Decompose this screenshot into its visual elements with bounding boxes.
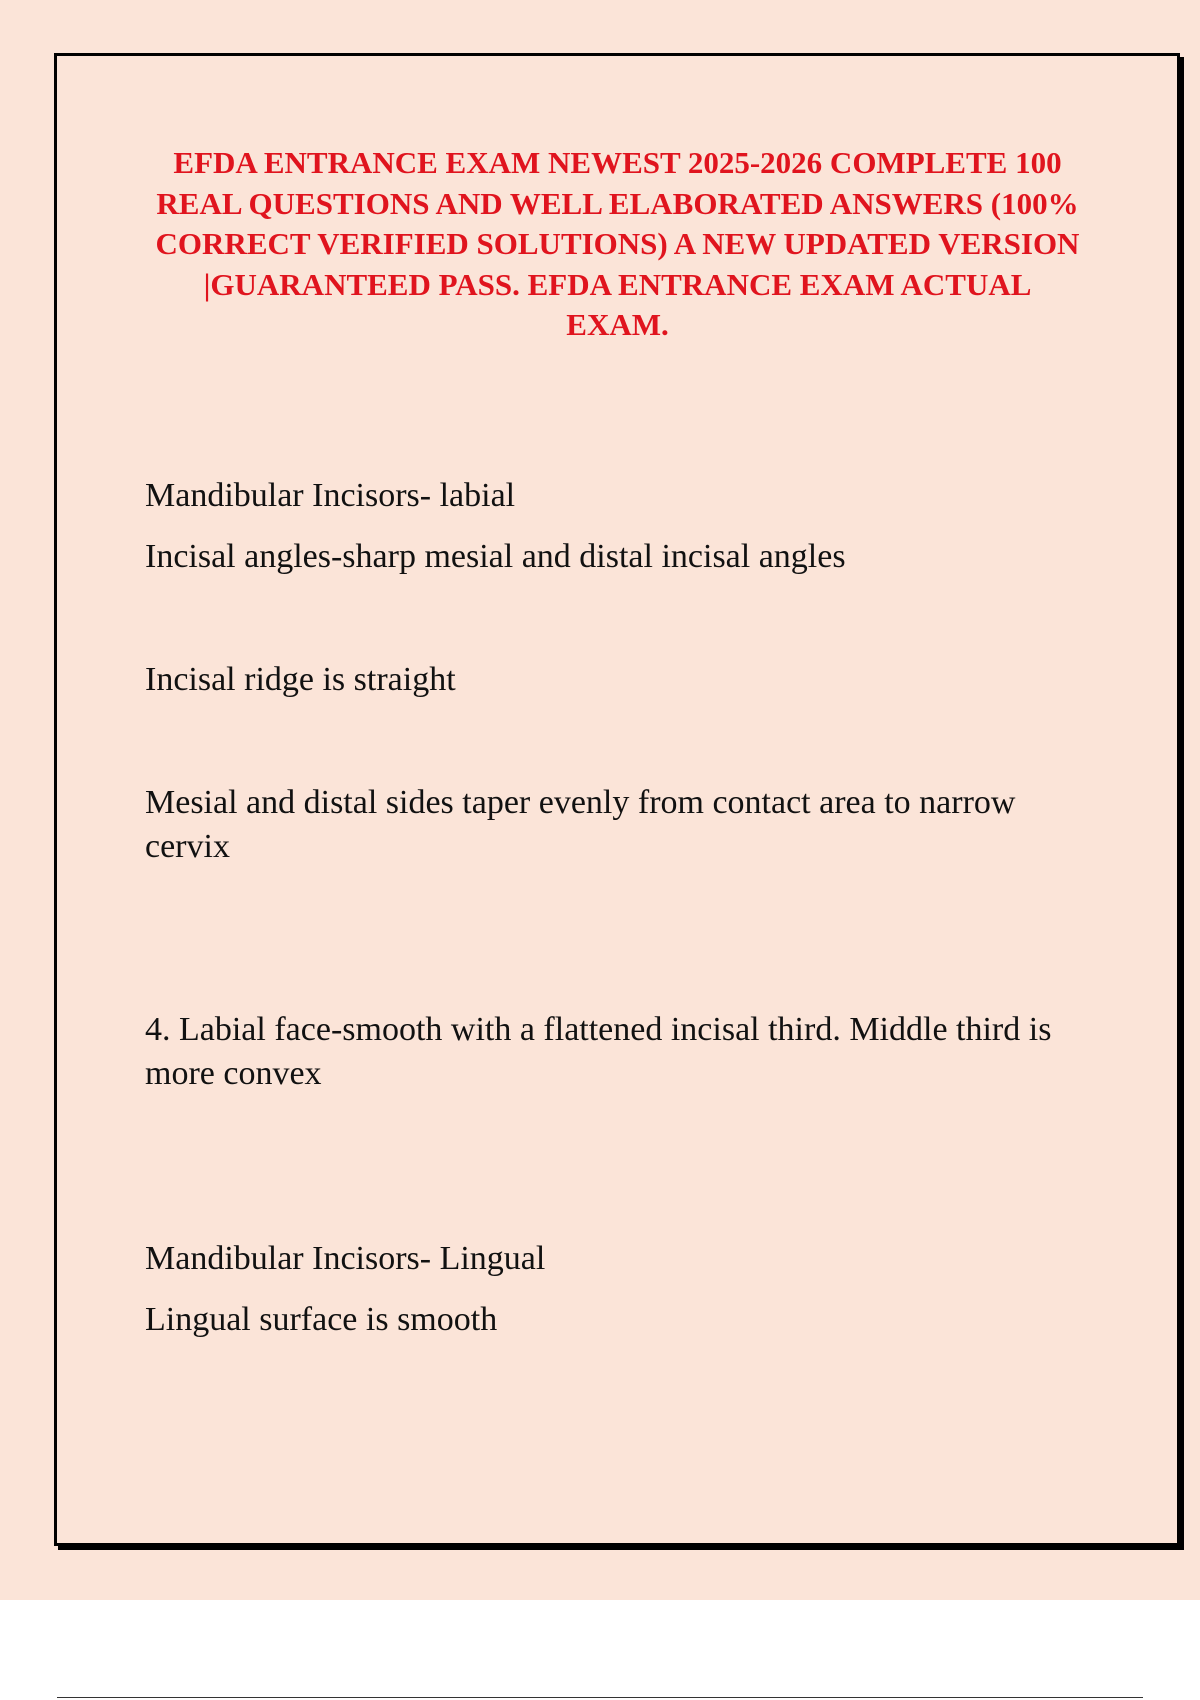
text-incisal-ridge: Incisal ridge is straight bbox=[145, 661, 456, 698]
text-mesial-distal-taper: Mesial and distal sides taper evenly from contact area to narrow cervix bbox=[145, 784, 1016, 865]
footer-divider bbox=[57, 1697, 1143, 1698]
text-labial-face: 4. Labial face-smooth with a flattened incisal third. Middle third is more convex bbox=[145, 1011, 1052, 1092]
text-lingual-surface: Lingual surface is smooth bbox=[145, 1301, 498, 1338]
section-heading-lingual: Mandibular Incisors- Lingual bbox=[145, 1240, 546, 1277]
section-heading-labial: Mandibular Incisors- labial bbox=[145, 477, 516, 514]
document-title: EFDA ENTRANCE EXAM NEWEST 2025-2026 COMPLETE 100 REAL QUESTIONS AND WELL ELABORATED ANSWERS (100% CORRECT VERIFIED SOLUTIONS) A NEW UPDATED VERSION |GUARANTEED PASS. EFDA ENTRANCE EXAM ACTUAL EXAM. bbox=[155, 145, 1080, 342]
text-incisal-angles: Incisal angles-sharp mesial and distal incisal angles bbox=[145, 538, 846, 575]
